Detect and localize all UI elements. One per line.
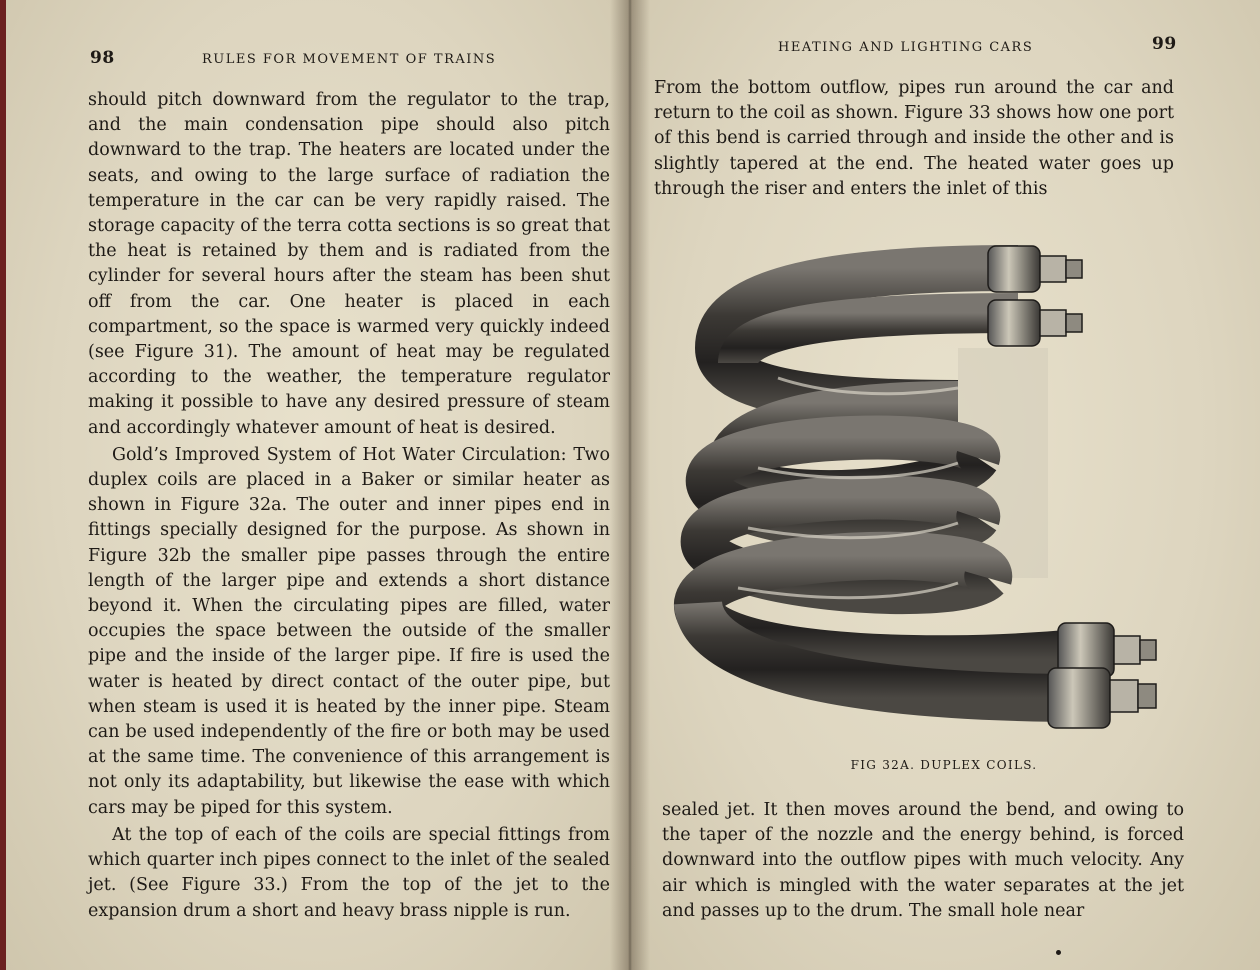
paragraph: From the bottom outflow, pipes run around the car and return to the coil as shown. Figure 33 shows how one port of this bend is carried through and inside the other and is slightly tapered at the end. The heated water goes up through the riser and enters the inlet of this [654,78,1174,199]
paragraph: At the top of each of the coils are special fittings from which quarter inch pipes connect to the inlet of the sealed jet. (See Figure 33.) From the top of the jet to the expansion drum a short and heavy brass nipple is run. [88,824,610,921]
ink-dot [1056,950,1061,955]
figure-caption: FIG 32A. DUPLEX COILS. [850,758,1038,772]
page-number: 99 [1152,34,1177,54]
running-head: RULES FOR MOVEMENT OF TRAINS [202,52,497,67]
running-head: HEATING AND LIGHTING CARS [778,40,1034,55]
right-page [628,0,1260,970]
duplex-coil-illustration-icon [658,228,1198,748]
right-body-text-top [654,76,1174,202]
page-number: 98 [90,48,115,68]
paragraph: Gold’s Improved System of Hot Water Circulation: Two duplex coils are placed in a Baker or similar heater as shown in Figure 32a. The outer and inner pipes end in fittings specially designed for the purpose. As shown in Figure 32b the smaller pipe passes through the entire length of the larger pipe and extends a short distance beyond it. When the circulating pipes are filled, water occupies the space between the outside of the smaller pipe and the inside of the larger pipe. If fire is used the water is heated by direct contact of the outer pipe, but when steam is used it is heated by the inner pipe. Steam can be used independently of the fire or both may be used at the same time. The convenience of this arrangement is not only its adaptability, but likewise the ease with which cars may be piped for this system. [88,444,610,818]
book-gutter [610,0,650,970]
left-body-text [88,88,610,924]
paragraph: sealed jet. It then moves around the bend, and owing to the taper of the nozzle and the energy behind, is forced downward into the outflow pipes with much velocity. Any air which is mingled with the water separates at the jet and passes up to the drum. The small hole near [662,800,1184,921]
left-page [0,0,628,970]
paragraph: should pitch downward from the regulator to the trap, and the main condensation pipe should also pitch downward to the trap. The heaters are located under the seats, and owing to the large surface of radiation the temperature in the car can be very rapidly raised. The storage capacity of the terra cotta sections is so great that the heat is retained by them and is radiated from the cylinder for several hours after the steam has been shut off from the car. One heater is placed in each compartment, so the space is warmed very quickly indeed (see Figure 31). The amount of heat may be regulated according to the weather, the temperature regulator making it possible to have any desired pressure of steam and accordingly whatever amount of heat is desired. [88,90,610,438]
right-body-text-bottom [662,798,1184,924]
